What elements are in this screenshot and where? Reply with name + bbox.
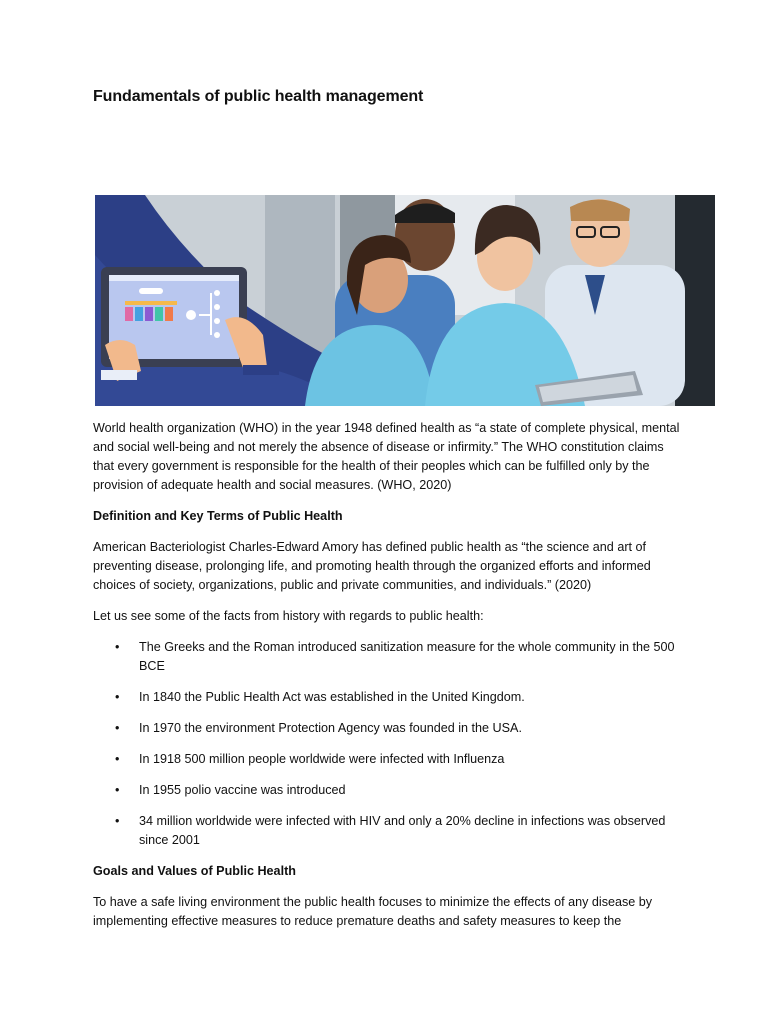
- bullet-icon: •: [115, 640, 120, 654]
- list-item-text: In 1840 the Public Health Act was established in the United Kingdom.: [139, 690, 525, 704]
- facts-list: [93, 638, 683, 850]
- definition-paragraph: American Bacteriologist Charles-Edward Amory has defined public health as “the science and art of preventing disease, prolonging life, and promoting health through the organized efforts and informed choices of society, organizations, public and private communities, and individuals.” (2020): [93, 540, 651, 592]
- facts-intro: Let us see some of the facts from history with regards to public health:: [93, 609, 484, 623]
- list-item-text: The Greeks and the Roman introduced sanitization measure for the whole community in the 500 BCE: [139, 640, 675, 673]
- list-item: [93, 688, 683, 707]
- intro-paragraph: World health organization (WHO) in the year 1948 defined health as “a state of complete physical, mental and social well-being and not merely the absence of disease or infirmity.” The WHO constitution claims that every government is responsible for the health of their peoples which can be fulfilled only by the provision of adequate health and social measures. (WHO, 2020): [93, 421, 680, 492]
- medical-team-illustration: [95, 195, 715, 406]
- page-title: Fundamentals of public health management: [93, 88, 424, 105]
- list-item: [93, 781, 683, 800]
- bullet-icon: •: [115, 752, 120, 766]
- list-item-text: 34 million worldwide were infected with HIV and only a 20% decline in infections was observed since 2001: [139, 814, 666, 847]
- list-item-text: In 1970 the environment Protection Agency was founded in the USA.: [139, 721, 522, 735]
- list-item-text: In 1918 500 million people worldwide were infected with Influenza: [139, 752, 505, 766]
- document-body: [93, 419, 683, 943]
- list-item: [93, 812, 683, 850]
- section-heading-goals: Goals and Values of Public Health: [93, 864, 296, 878]
- list-item: [93, 750, 683, 769]
- section-heading-definition: Definition and Key Terms of Public Health: [93, 509, 343, 523]
- bullet-icon: •: [115, 814, 120, 828]
- goals-paragraph: To have a safe living environment the public health focuses to minimize the effects of any disease by implementing effective measures to reduce premature deaths and safety measures to keep the: [93, 895, 653, 928]
- list-item: [93, 719, 683, 738]
- hero-image: [95, 195, 715, 406]
- bullet-icon: •: [115, 783, 120, 797]
- bullet-icon: •: [115, 721, 120, 735]
- list-item-text: In 1955 polio vaccine was introduced: [139, 783, 346, 797]
- bullet-icon: •: [115, 690, 120, 704]
- list-item: [93, 638, 683, 676]
